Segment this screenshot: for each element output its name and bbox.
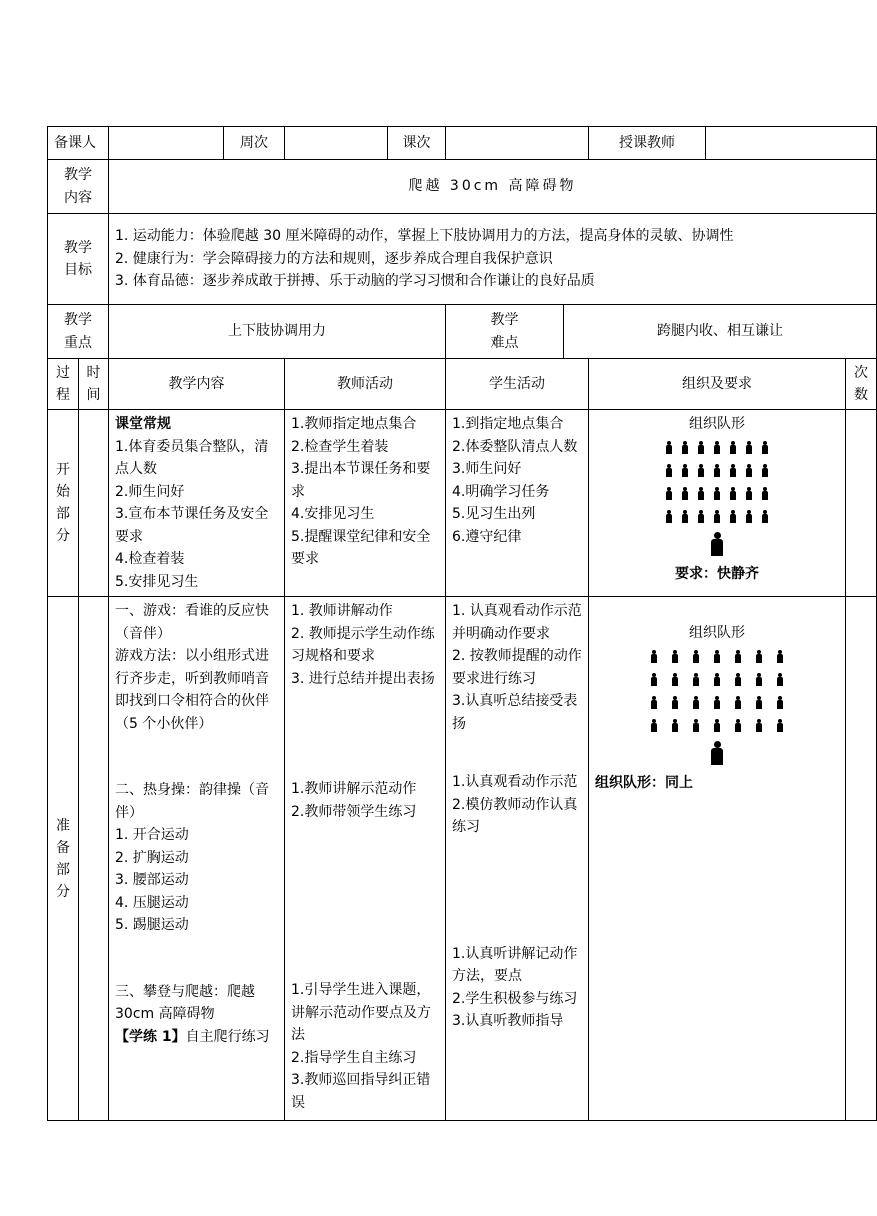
process-header: 过 程	[48, 359, 79, 410]
lesson-plan-table	[47, 126, 877, 1121]
formation-row	[595, 645, 839, 668]
time-header: 时 间	[79, 359, 109, 410]
formation-row	[595, 691, 839, 714]
week-label: 周次	[224, 127, 285, 160]
formation-row	[595, 436, 839, 459]
formation-row	[595, 482, 839, 505]
student-figure-icon	[693, 719, 699, 732]
game-title: 一、游戏：看谁的反应快（音伴）	[115, 603, 269, 642]
teacher-label: 授课教师	[589, 127, 706, 160]
formation-row	[595, 505, 839, 528]
formation-requirement: 要求：快静齐	[675, 566, 759, 582]
start-section-row	[48, 410, 877, 597]
student-figure-icon	[777, 696, 783, 709]
prep-content	[109, 597, 285, 1121]
student-figure-icon	[666, 487, 672, 500]
climb-title: 三、攀登与爬越：爬越 30cm 高障碍物	[115, 983, 255, 1022]
organization-header: 组织及要求	[589, 359, 846, 410]
lesson-no-value	[446, 127, 589, 160]
lesson-topic: 爬越 30cm 高障碍物	[109, 160, 877, 214]
warmup-item: 1. 开合运动	[115, 827, 189, 843]
prep-phase-label: 准 备 部 分	[48, 597, 79, 1121]
teacher-activity-header: 教师活动	[285, 359, 446, 410]
warmup-item: 4. 压腿运动	[115, 894, 189, 911]
student-figure-icon	[777, 673, 783, 686]
student-figure-icon	[693, 650, 699, 663]
start-phase-label: 开 始 部 分	[48, 410, 79, 597]
climb-practice: 【学练 1】自主爬行练习	[115, 1028, 270, 1045]
student-figure-icon	[730, 441, 736, 454]
student-figure-icon	[672, 650, 678, 663]
formation-row	[595, 668, 839, 691]
content-label: 教学 内容	[48, 160, 109, 214]
preparer-label: 备课人	[48, 127, 109, 160]
student-figure-icon	[693, 696, 699, 709]
keypoints-label: 教学 重点	[48, 305, 109, 359]
student-figure-icon	[651, 673, 657, 686]
start-content-item: 4.检查着装	[115, 551, 185, 567]
goals-list	[109, 214, 877, 305]
student-figure-icon	[672, 673, 678, 686]
start-teacher-activity: 1.教师指定地点集合 2.检查学生着装 3.提出本节课任务和要求 4.安排见习生 5.提醒课堂纪律和安全要求	[285, 410, 446, 597]
student-figure-icon	[714, 487, 720, 500]
start-time	[79, 410, 109, 597]
student-figure-icon	[693, 673, 699, 686]
goal-item: 2. 健康行为：学会障碍接力的方法和规则，逐步养成合理自我保护意识	[115, 250, 553, 267]
prep-section-row	[48, 597, 877, 1121]
keypoints-row	[48, 305, 877, 359]
start-content-item: 1.体育委员集合整队，清点人数	[115, 438, 269, 477]
warmup-item: 2. 扩胸运动	[115, 849, 189, 866]
start-organization	[589, 410, 846, 597]
formation-title: 组织队形	[689, 625, 745, 641]
formation-title: 组织队形	[689, 416, 745, 432]
student-figure-icon	[714, 719, 720, 732]
student-figure-icon	[714, 441, 720, 454]
start-student-activity: 1.到指定地点集合 2.体委整队清点人数 3.师生问好 4.明确学习任务 5.见习生出列 6.遵守纪律	[446, 410, 589, 597]
student-figure-icon	[714, 464, 720, 477]
student-figure-icon	[698, 510, 704, 523]
student-figure-icon	[682, 510, 688, 523]
student-figure-icon	[730, 464, 736, 477]
student-figure-icon	[714, 650, 720, 663]
start-content-item: 2.师生问好	[115, 483, 185, 500]
content-header: 教学内容	[109, 359, 285, 410]
teacher-figure-icon	[711, 532, 723, 556]
student-figure-icon	[746, 464, 752, 477]
start-content	[109, 410, 285, 597]
student-figure-icon	[714, 696, 720, 709]
start-count	[846, 410, 877, 597]
difficulty-label: 教学 难点	[446, 305, 564, 359]
warmup-item: 5. 踢腿运动	[115, 917, 189, 933]
student-figure-icon	[762, 487, 768, 500]
prep-student-activity: 1. 认真观看动作示范并明确动作要求 2. 按教师提醒的动作要求进行练习 3.认真听总结接受表扬 1.认真观看动作示范 2.模仿教师动作认真练习 1.认真听讲解记动作方法，要点 2.学生积极参与练习 3.认真听教师指导	[446, 597, 589, 1121]
student-figure-icon	[762, 441, 768, 454]
goals-label: 教学 目标	[48, 214, 109, 305]
student-figure-icon	[666, 464, 672, 477]
student-figure-icon	[762, 464, 768, 477]
student-figure-icon	[735, 650, 741, 663]
formation-note: 组织队形：同上	[595, 775, 693, 791]
student-figure-icon	[756, 696, 762, 709]
warmup-title: 二、热身操：韵律操（音伴）	[115, 782, 269, 821]
goal-item: 1. 运动能力：体验爬越 30 厘米障碍的动作，掌握上下肢协调用力的方法，提高身体的灵敏、协调性	[115, 228, 734, 245]
keypoints-value: 上下肢协调用力	[109, 305, 446, 359]
week-value	[285, 127, 388, 160]
student-figure-icon	[682, 464, 688, 477]
formation-row	[595, 714, 839, 737]
game-method: 游戏方法：以小组形式进行齐步走，听到教师哨音即找到口令相符合的伙伴（5 个小伙伴）	[115, 648, 269, 732]
student-figure-icon	[698, 487, 704, 500]
student-figure-icon	[756, 673, 762, 686]
formation-row	[595, 459, 839, 482]
student-figure-icon	[735, 719, 741, 732]
start-content-item: 3.宣布本节课任务及安全要求	[115, 506, 269, 545]
count-header: 次 数	[846, 359, 877, 410]
student-figure-icon	[698, 441, 704, 454]
warmup-item: 3. 腰部运动	[115, 872, 189, 888]
student-figure-icon	[666, 441, 672, 454]
student-figure-icon	[666, 510, 672, 523]
student-formation	[595, 645, 839, 737]
column-header-row	[48, 359, 877, 410]
difficulty-value: 跨腿内收、相互谦让	[564, 305, 877, 359]
student-figure-icon	[651, 650, 657, 663]
content-row	[48, 160, 877, 214]
student-figure-icon	[777, 719, 783, 732]
teacher-value	[706, 127, 877, 160]
prep-teacher-activity: 1. 教师讲解动作 2. 教师提示学生动作练习规格和要求 3. 进行总结并提出表扬 1.教师讲解示范动作 2.教师带领学生练习 1.引导学生进入课题，讲解示范动作要点及方法 2.指导学生自主练习 3.教师巡回指导纠正错误	[285, 597, 446, 1121]
student-figure-icon	[756, 650, 762, 663]
header-row	[48, 127, 877, 160]
student-figure-icon	[746, 510, 752, 523]
preparer-value	[109, 127, 224, 160]
start-content-item: 5.安排见习生	[115, 573, 199, 590]
student-figure-icon	[730, 487, 736, 500]
student-figure-icon	[735, 673, 741, 686]
lesson-no-label: 课次	[388, 127, 446, 160]
student-activity-header: 学生活动	[446, 359, 589, 410]
student-figure-icon	[746, 487, 752, 500]
student-figure-icon	[698, 464, 704, 477]
teacher-figure-icon	[711, 741, 723, 765]
goals-row	[48, 214, 877, 305]
student-figure-icon	[682, 487, 688, 500]
student-figure-icon	[714, 510, 720, 523]
student-figure-icon	[714, 673, 720, 686]
student-figure-icon	[777, 650, 783, 663]
student-figure-icon	[762, 510, 768, 523]
goal-item: 3. 体育品德：逐步养成敢于拼搏、乐于动脑的学习习惯和合作谦让的良好品质	[115, 273, 595, 290]
student-figure-icon	[730, 510, 736, 523]
prep-count	[846, 597, 877, 1121]
student-figure-icon	[672, 696, 678, 709]
student-figure-icon	[672, 719, 678, 732]
student-figure-icon	[682, 441, 688, 454]
student-figure-icon	[746, 441, 752, 454]
student-figure-icon	[651, 719, 657, 732]
student-figure-icon	[651, 696, 657, 709]
prep-time	[79, 597, 109, 1121]
student-formation	[595, 436, 839, 528]
start-content-title: 课堂常规	[115, 416, 171, 432]
student-figure-icon	[735, 696, 741, 709]
student-figure-icon	[756, 719, 762, 732]
prep-organization	[589, 597, 846, 1121]
